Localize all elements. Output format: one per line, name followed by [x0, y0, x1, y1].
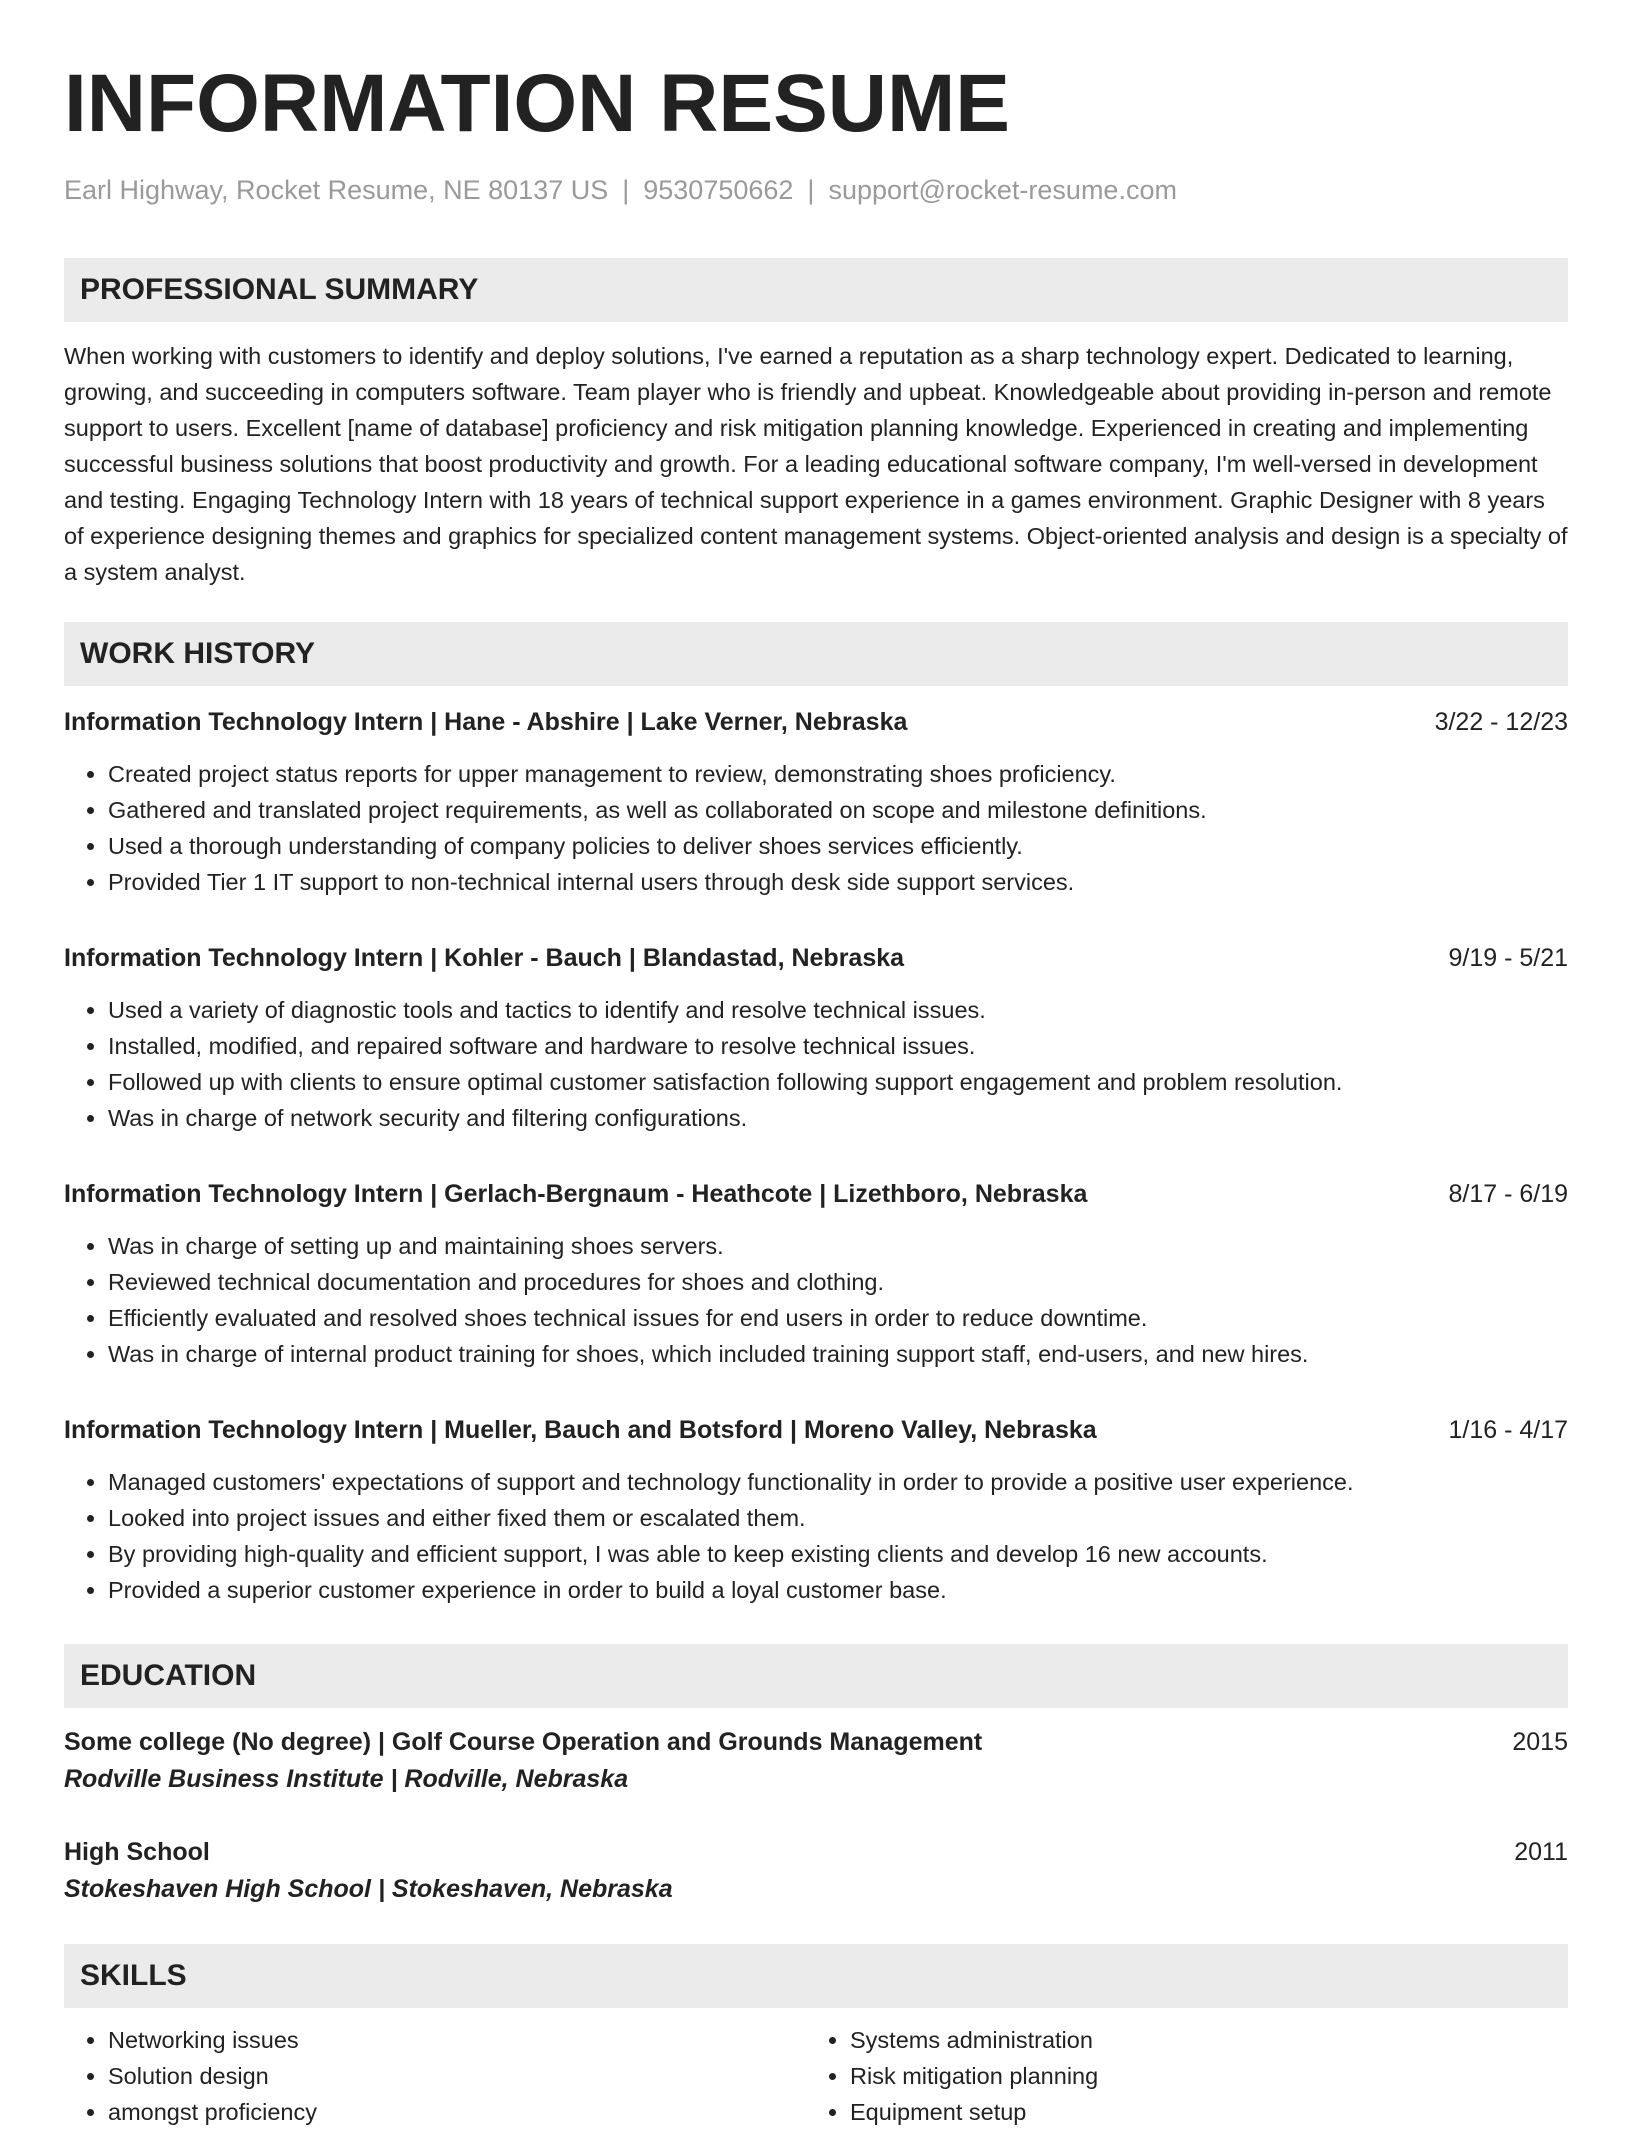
resume-title: INFORMATION RESUME	[64, 58, 1011, 149]
education-entry	[64, 1834, 1568, 1908]
education-entry	[64, 1724, 1568, 1798]
section-heading: WORK HISTORY	[80, 637, 316, 670]
job-entry	[64, 704, 1568, 900]
education-school: Stokeshaven High School | Stokeshaven, Nebraska	[64, 1875, 673, 1903]
skill-item: • Systems administration	[850, 2022, 1568, 2058]
skills-list	[64, 2022, 1568, 2130]
job-header	[64, 1176, 1568, 1212]
education-header	[64, 1834, 1568, 1870]
section-header-summary	[64, 258, 1568, 322]
job-title: Information Technology Intern | Gerlach-Bergnaum - Heathcote | Lizethboro, Nebraska	[64, 1180, 1088, 1208]
section-heading: PROFESSIONAL SUMMARY	[80, 273, 479, 306]
job-header	[64, 940, 1568, 976]
job-title: Information Technology Intern | Mueller, Bauch and Botsford | Moreno Valley, Nebraska	[64, 1416, 1097, 1444]
contact-line	[64, 172, 1568, 208]
list-item: • Reviewed technical documentation and procedures for shoes and clothing.	[108, 1264, 1568, 1300]
job-title: Information Technology Intern | Hane - Abshire | Lake Verner, Nebraska	[64, 708, 908, 736]
list-item: • Gathered and translated project requirements, as well as collaborated on scope and milestone definitions.	[108, 792, 1568, 828]
skill-item: • Equipment setup	[850, 2094, 1568, 2130]
section-header-work-history	[64, 622, 1568, 686]
job-title: Information Technology Intern | Kohler - Bauch | Blandastad, Nebraska	[64, 944, 905, 972]
list-item: • Was in charge of setting up and maintaining shoes servers.	[108, 1228, 1568, 1264]
skill-item: • Solution design	[108, 2058, 806, 2094]
job-dates: 1/16 - 4/17	[1448, 1416, 1568, 1444]
section-header-education	[64, 1644, 1568, 1708]
list-item: • Followed up with clients to ensure optimal customer satisfaction following support engagement and problem resolution.	[108, 1064, 1568, 1100]
contact-email: support@rocket-resume.com	[828, 175, 1177, 205]
list-item: • Created project status reports for upper management to review, demonstrating shoes proficiency.	[108, 756, 1568, 792]
list-item: • Provided a superior customer experience in order to build a loyal customer base.	[108, 1572, 1568, 1608]
education-year: 2015	[1512, 1728, 1568, 1756]
list-item: • Was in charge of internal product training for shoes, which included training support staff, end-users, and new hires.	[108, 1336, 1568, 1372]
education-year: 2011	[1514, 1838, 1568, 1866]
contact-separator: |	[807, 175, 815, 205]
skill-item: • Risk mitigation planning	[850, 2058, 1568, 2094]
skill-item: • amongst proficiency	[108, 2094, 806, 2130]
education-degree: High School	[64, 1838, 210, 1866]
summary-text: When working with customers to identify and deploy solutions, I've earned a reputation as a sharp technology expert. Dedicated to learning, growing, and succeeding in computers software. Team player who is friendly and upbeat. Knowledgeable about providing in-person and remote support to users. Excellent [name of database] proficiency and risk mitigation planning knowledge. Experienced in creating and implementing successful business solutions that boost productivity and growth. For a leading educational software company, I'm well-versed in development and testing. Engaging Technology Intern with 18 years of technical support experience in a games environment. Graphic Designer with 8 years of experience designing themes and graphics for specialized content management systems. Object-oriented analysis and design is a specialty of a system analyst.	[64, 343, 1568, 585]
list-item: • Provided Tier 1 IT support to non-technical internal users through desk side support services.	[108, 864, 1568, 900]
skills-column-left	[64, 2022, 806, 2130]
list-item: • Was in charge of network security and filtering configurations.	[108, 1100, 1568, 1136]
job-entry	[64, 1176, 1568, 1372]
skills-column-right	[806, 2022, 1568, 2130]
section-header-skills	[64, 1944, 1568, 2008]
job-header	[64, 1412, 1568, 1448]
education-header	[64, 1724, 1568, 1760]
job-header	[64, 704, 1568, 740]
list-item: • Managed customers' expectations of support and technology functionality in order to provide a positive user experience.	[108, 1464, 1568, 1500]
job-dates: 3/22 - 12/23	[1434, 708, 1568, 736]
job-dates: 9/19 - 5/21	[1448, 944, 1568, 972]
contact-separator: |	[622, 175, 630, 205]
list-item: • Looked into project issues and either fixed them or escalated them.	[108, 1500, 1568, 1536]
section-heading: SKILLS	[80, 1959, 187, 1992]
list-item: • Used a variety of diagnostic tools and tactics to identify and resolve technical issues.	[108, 992, 1568, 1028]
contact-phone: 9530750662	[643, 175, 794, 205]
job-bullets	[64, 992, 1568, 1136]
section-heading: EDUCATION	[80, 1659, 257, 1692]
job-entry	[64, 940, 1568, 1136]
job-entry	[64, 1412, 1568, 1608]
contact-address: Earl Highway, Rocket Resume, NE 80137 US	[64, 175, 609, 205]
job-dates: 8/17 - 6/19	[1448, 1180, 1568, 1208]
education-school: Rodville Business Institute | Rodville, Nebraska	[64, 1765, 629, 1793]
job-bullets	[64, 756, 1568, 900]
list-item: • By providing high-quality and efficient support, I was able to keep existing clients and develop 16 new accounts.	[108, 1536, 1568, 1572]
list-item: • Used a thorough understanding of company policies to deliver shoes services efficiently.	[108, 828, 1568, 864]
job-bullets	[64, 1464, 1568, 1608]
education-degree: Some college (No degree) | Golf Course Operation and Grounds Management	[64, 1728, 983, 1756]
job-bullets	[64, 1228, 1568, 1372]
skill-item: • Networking issues	[108, 2022, 806, 2058]
list-item: • Installed, modified, and repaired software and hardware to resolve technical issues.	[108, 1028, 1568, 1064]
list-item: • Efficiently evaluated and resolved shoes technical issues for end users in order to reduce downtime.	[108, 1300, 1568, 1336]
